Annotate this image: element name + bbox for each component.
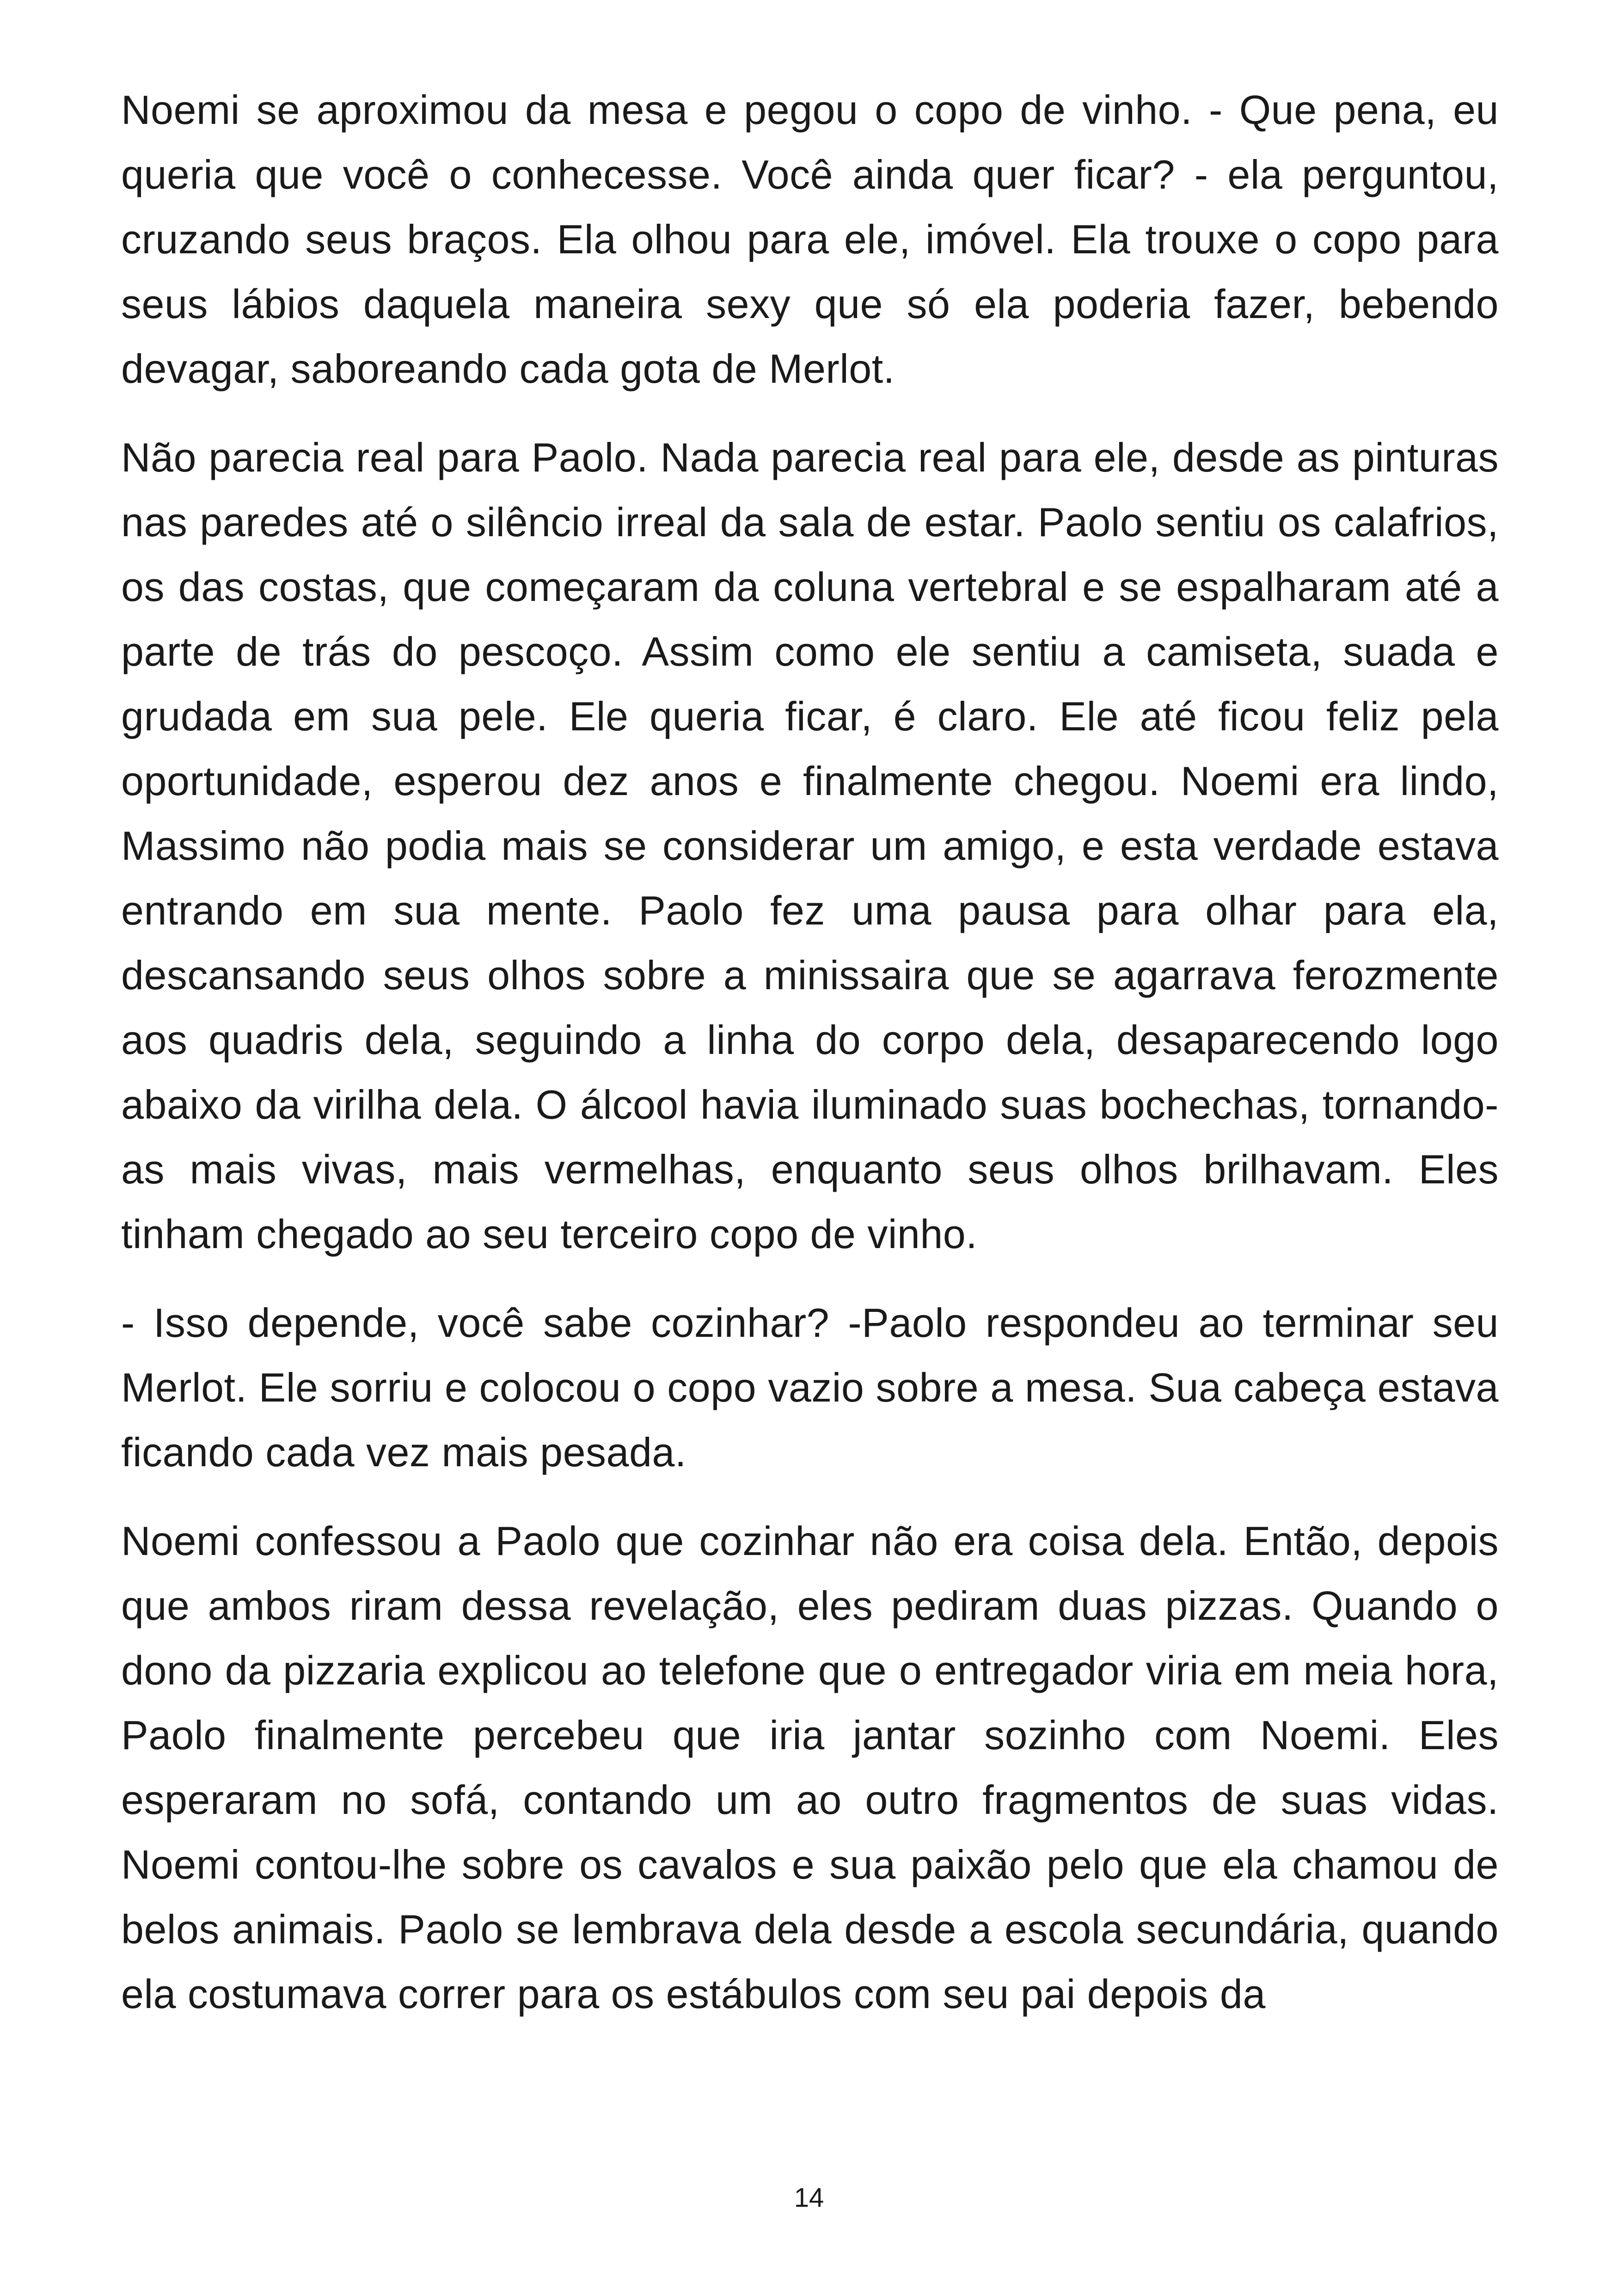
document-body	[121, 78, 1499, 2051]
paragraph-2: Não parecia real para Paolo. Nada parecia real para ele, desde as pinturas nas paredes até o silêncio irreal da sala de estar. Paolo sentiu os calafrios, os das costas, que começaram da coluna vertebral e se espalharam até a parte de trás do pescoço. Assim como ele sentiu a camiseta, suada e grudada em sua pele. Ele queria ficar, é claro. Ele até ficou feliz pela oportunidade, esperou dez anos e finalmente chegou. Noemi era lindo, Massimo não podia mais se considerar um amigo, e esta verdade estava entrando em sua mente. Paolo fez uma pausa para olhar para ela, descansando seus olhos sobre a minissaira que se agarrava ferozmente aos quadris dela, seguindo a linha do corpo dela, desaparecendo logo abaixo da virilha dela. O álcool havia iluminado suas bochechas, tornando-as mais vivas, mais vermelhas, enquanto seus olhos brilhavam. Eles tinham chegado ao seu terceiro copo de vinho.	[121, 435, 1499, 1257]
paragraph-3: - Isso depende, você sabe cozinhar? -Paolo respondeu ao terminar seu Merlot. Ele sorriu e colocou o copo vazio sobre a mesa. Sua cabeça estava ficando cada vez mais pesada.	[121, 1300, 1499, 1475]
paragraph-4: Noemi confessou a Paolo que cozinhar não era coisa dela. Então, depois que ambos riram dessa revelação, eles pediram duas pizzas. Quando o dono da pizzaria explicou ao telefone que o entregador viria em meia hora, Paolo finalmente percebeu que iria jantar sozinho com Noemi. Eles esperaram no sofá, contando um ao outro fragmentos de suas vidas. Noemi contou-lhe sobre os cavalos e sua paixão pelo que ela chamou de belos animais. Paolo se lembrava dela desde a escola secundária, quando ela costumava correr para os estábulos com seu pai depois da	[121, 1518, 1499, 2017]
page-number: 14	[794, 2183, 824, 2213]
paragraph-1: Noemi se aproximou da mesa e pegou o copo de vinho. - Que pena, eu queria que você o conhecesse. Você ainda quer ficar? - ela perguntou, cruzando seus braços. Ela olhou para ele, imóvel. Ela trouxe o copo para seus lábios daquela maneira sexy que só ela poderia fazer, bebendo devagar, saboreando cada gota de Merlot.	[121, 87, 1499, 392]
